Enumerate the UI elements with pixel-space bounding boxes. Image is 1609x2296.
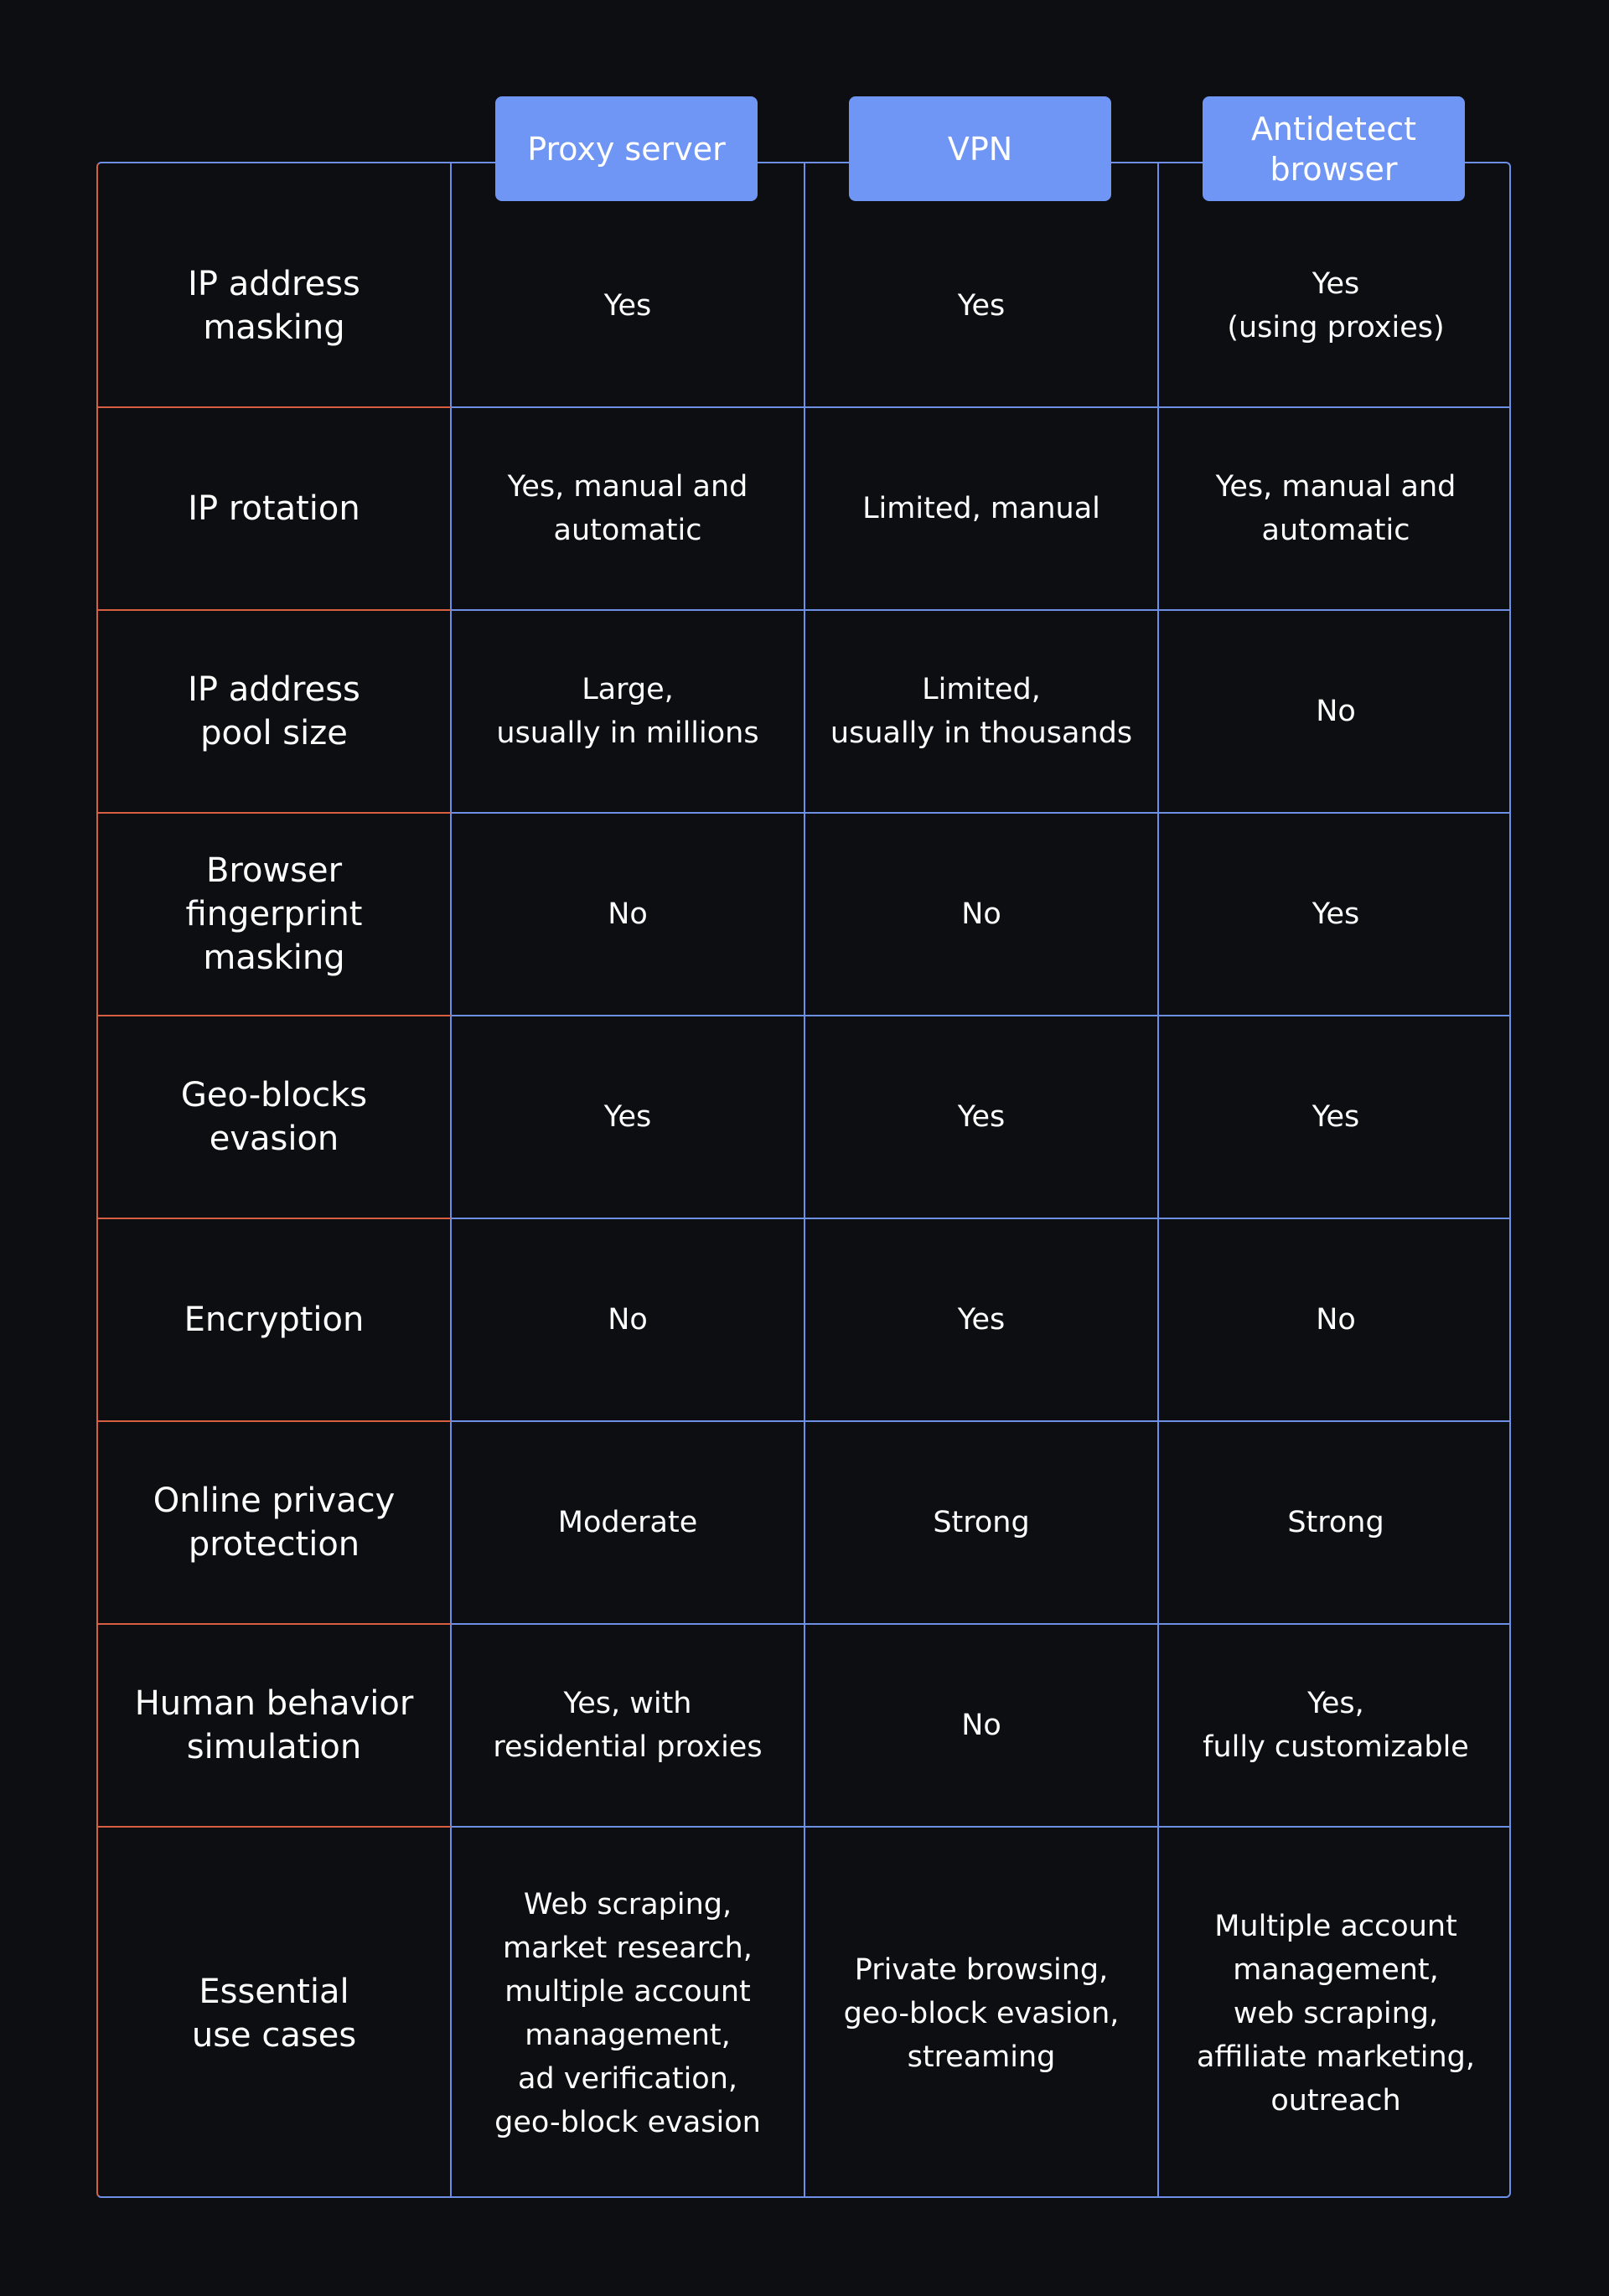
row-label-browser-fingerprint-masking: Browser fingerprint masking (98, 814, 452, 1016)
table-cell: Yes (452, 163, 805, 408)
table-cell: Multiple account management, web scraping, affiliate marketing, outreach (1196, 1910, 1476, 2118)
row-label-ip-address-masking: IP address masking (98, 163, 452, 408)
table-cell: No (452, 1219, 805, 1422)
table-cell: No (805, 814, 1159, 1016)
row-label-ip-rotation: IP rotation (98, 408, 452, 611)
table-cell: Strong (805, 1422, 1159, 1625)
table-cell: Yes, manual and automatic (1159, 408, 1511, 611)
table-cell: Private browsing, geo-block evasion, streaming (805, 1828, 1159, 2198)
table-cell: Yes, manual and automatic (452, 408, 805, 611)
row-label-ip-address-pool-size: IP address pool size (98, 611, 452, 814)
table-cell: Yes (452, 1016, 805, 1219)
table-cell: No (1159, 611, 1511, 814)
comparison-table (96, 162, 1511, 2198)
table-cell: Moderate (452, 1422, 805, 1625)
row-label-human-behavior-simulation: Human behavior simulation (98, 1625, 452, 1828)
table-cell: Yes, with residential proxies (452, 1625, 805, 1828)
table-cell: Limited, usually in thousands (805, 611, 1159, 814)
row-label-online-privacy-protection: Online privacy protection (98, 1422, 452, 1625)
table-cell: Yes (1159, 814, 1511, 1016)
column-header-vpn: VPN (849, 96, 1111, 201)
table-cell: Yes (805, 163, 1159, 408)
row-label-encryption: Encryption (98, 1219, 452, 1422)
table-cell: No (1159, 1219, 1511, 1422)
column-header-proxy-server: Proxy server (495, 96, 758, 201)
table-cell: No (805, 1625, 1159, 1828)
table-cell: Yes (805, 1219, 1159, 1422)
table-cell: Strong (1159, 1422, 1511, 1625)
table-cell: Yes (805, 1016, 1159, 1219)
row-label-geo-blocks-evasion: Geo-blocks evasion (98, 1016, 452, 1219)
table-cell: Yes (1159, 1016, 1511, 1219)
table-cell: Large, usually in millions (452, 611, 805, 814)
column-header-antidetect-browser: Antidetect browser (1203, 96, 1465, 201)
table-cell: Web scraping, market research, multiple account management, ad verification, geo-block evasion (452, 1828, 805, 2198)
table-cell: Limited, manual (805, 408, 1159, 611)
table-cell: Yes, fully customizable (1159, 1625, 1511, 1828)
table-cell: Yes (using proxies) (1159, 163, 1511, 408)
table-cell: No (452, 814, 805, 1016)
row-label-essential-use-cases: Essential use cases (98, 1828, 452, 2198)
